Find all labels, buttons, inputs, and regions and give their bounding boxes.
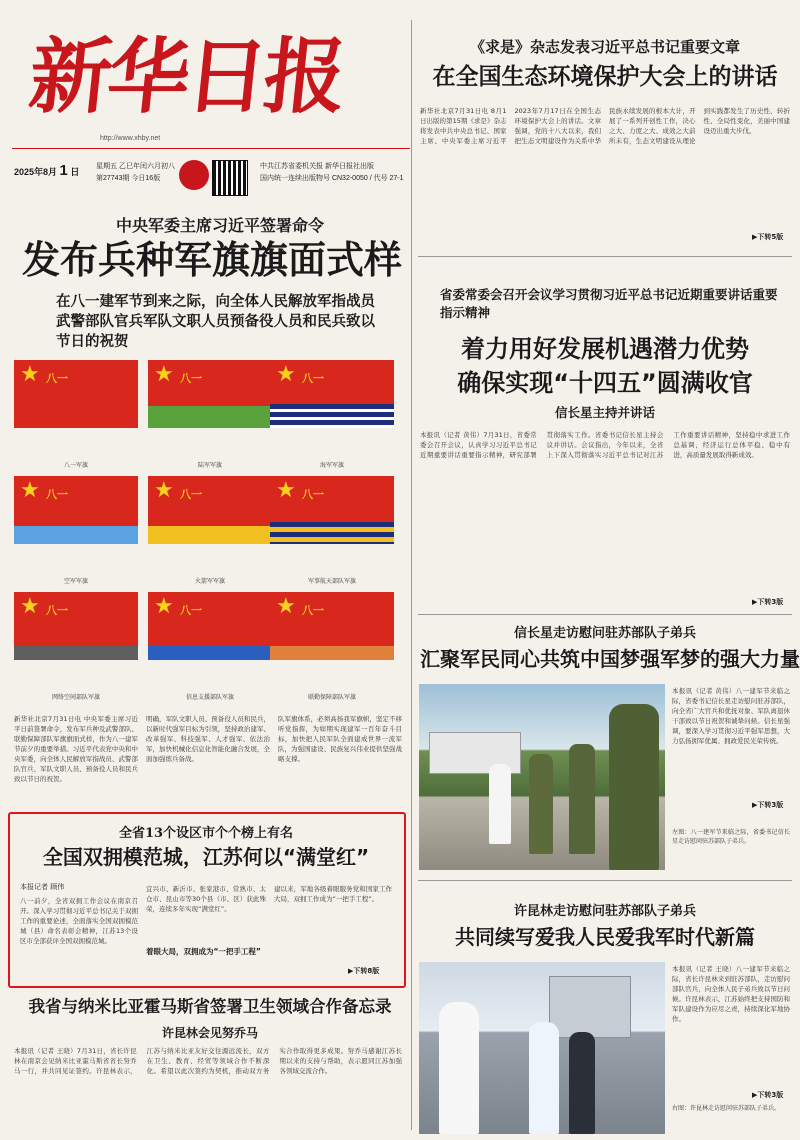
star-icon: ★ <box>154 594 174 619</box>
masthead-rule <box>12 148 410 149</box>
story5-body: 本报讯（记者 黄伟）八一建军节来临之际，省委书记信长星走访慰问驻苏部队，向全省广大官兵和优抚对象、军队离退休干部致以节日祝贺和诚挚问候。信长星强调，要深入学习贯彻习近平强军思想，大力弘扬拥军优属、拥政爱民光荣传统。 <box>672 687 790 745</box>
qr-code-icon[interactable] <box>212 160 248 196</box>
boxed-kicker: 全省13个设区市个个榜上有名 <box>118 826 294 841</box>
lunar-date: 星期五 乙巳年闰六月初八 <box>96 163 175 170</box>
section-rule <box>418 256 792 257</box>
flag-cyberspace: ★ 八一 <box>14 592 138 660</box>
flag-label: 联勤保障部队军旗 <box>307 694 356 701</box>
newspaper-logo: 新华日报 <box>24 29 348 125</box>
person-shape <box>489 764 511 844</box>
flag-rocketforce: ★ 八一 <box>148 476 272 544</box>
boxed-body-col1: 八一前夕，全省双拥工作会议在南京召开。深入学习贯彻习近平总书记关于双拥工作的重要论述，全面落实全国双拥模范城（县）命名表彰会精神，江苏13个设区市全部获评全国双拥模范城。 <box>20 897 138 945</box>
story3-kicker: 《求是》杂志发表习近平总书记重要文章 <box>469 38 740 56</box>
story4-byline: 信长星主持并讲话 <box>554 405 655 420</box>
flag-label: 信息支援部队军旗 <box>185 694 234 701</box>
flag-label: 陆军军旗 <box>197 462 222 469</box>
star-icon: ★ <box>154 478 174 503</box>
flag-label: 军事航天部队军旗 <box>307 578 356 585</box>
publisher-info: 中共江苏省委机关报 新华日报社出版 <box>260 163 374 170</box>
star-icon: ★ <box>276 594 296 619</box>
story1-body-col3: 队军旗体系，必须高扬我军旗帜，坚定不移听党指挥，为如期实现建军一百年奋斗目标，加快把人民军队全面建成世界一流军队，为强国建设、民族复兴伟业提供坚强战略支撑。 <box>278 715 402 763</box>
flag-information: ★ 八一 <box>148 592 272 660</box>
soldier-shape <box>569 744 595 854</box>
story4-kicker: 省委常委会召开会议学习贯彻习近平总书记近期重要讲话重要指示精神 <box>440 287 778 320</box>
story6-caption: 右图：许昆林走访慰问驻苏部队子弟兵。 <box>672 1105 781 1112</box>
dateline <box>14 160 410 200</box>
story3-body: 新华社北京7月31日电 8月1日出版的第15期《求是》杂志将发表中共中央总书记、国家主席、中央军委主席习近平2023年7月17日在全国生态环境保护大会上的讲话。文章强调，党的十八大以来，我们把生态文明建设作为关系中华民族永续发展的根本大计，开展了一系列开创性工作，决心之大、力度之大、成效之大前所未有，生态文明建设从理论到实践都发生了历史性、转折性、全局性变化，美丽中国建设迈出重大步伐。 <box>420 107 790 145</box>
boxed-body-col3: 建以来，军地各级着眼服务党和国家工作大局，双拥工作成为“一把手工程”。 <box>274 885 392 903</box>
website-url[interactable]: http://www.xhby.net <box>100 135 161 142</box>
sailor-shape <box>439 1002 479 1134</box>
flag-label: 火箭军军旗 <box>194 578 225 585</box>
boxed-subhead: 着眼大局，双拥成为“一把手工程” <box>146 947 261 956</box>
story4-body: 本报讯（记者 黄伟）7月31日，省委常委会召开会议，认真学习习近平总书记近期重要讲话重要指示精神，研究部署贯彻落实工作。省委书记信长星主持会议并讲话。会议指出，今年以来，全省上下深入贯彻落实习近平总书记对江苏工作重要讲话精神，坚持稳中求进工作总基调，经济运行总体平稳、稳中有进，高质量发展取得新成效。 <box>420 431 790 459</box>
star-icon: ★ <box>20 594 40 619</box>
emblem-icon <box>179 160 209 190</box>
photo-naval-visit[interactable] <box>419 962 665 1134</box>
flag-navy: ★ 八一 <box>270 360 394 428</box>
section-rule <box>418 880 792 881</box>
story6-headline[interactable]: 共同续写爱我人民爱我军时代新篇 <box>455 925 755 949</box>
photo-military-visit[interactable] <box>419 684 665 870</box>
star-icon: ★ <box>20 478 40 503</box>
story5-continued[interactable]: ▶下转3版 <box>752 801 784 809</box>
flag-airforce: ★ 八一 <box>14 476 138 544</box>
section-rule <box>418 614 792 615</box>
flag-logistics: ★ 八一 <box>270 592 394 660</box>
story5-headline[interactable]: 汇聚军民同心共筑中国梦强军梦的强大力量 <box>420 647 800 671</box>
story3-continued[interactable]: ▶下转5版 <box>752 233 784 241</box>
person-shape <box>569 1032 595 1134</box>
story5-caption: 左图：八一建军节来临之际，省委书记信长星走访慰问驻苏部队子弟兵。 <box>672 829 790 845</box>
story2-subhead: 许昆林会见努乔马 <box>161 1026 258 1040</box>
story1-body-col1: 新华社北京7月31日电 中央军委主席习近平日前签署命令，发布军兵种及武警部队、联勤保障部队军旗旗面式样，作为八一建军节前夕的重要举措。习近平代表党中央和中央军委，向全体人民解放军指战员、武警部队官兵、军队文职人员、预备役人员和民兵致以节日的祝贺。 <box>14 715 138 783</box>
story1-kicker: 中央军委主席习近平签署命令 <box>115 216 324 235</box>
story6-body: 本报讯（记者 王晓）八一建军节来临之际，省长许昆林来到驻苏部队，走访慰问部队官兵，向全体人民子弟兵致以节日问候。许昆林表示，江苏始终把支持国防和军队建设作为应尽之责，持续深化军地协作。 <box>672 965 790 1023</box>
story6-kicker: 许昆林走访慰问驻苏部队子弟兵 <box>513 904 696 919</box>
story3-headline[interactable]: 在全国生态环境保护大会上的讲话 <box>432 64 778 90</box>
story2-headline[interactable]: 我省与纳米比亚霍马斯省签署卫生领域合作备忘录 <box>28 997 392 1016</box>
ship-shape <box>549 976 631 1038</box>
soldier-shape <box>609 704 659 870</box>
flag-label: 八一军旗 <box>63 462 88 469</box>
story1-headline[interactable]: 发布兵种军旗旗面式样 <box>21 238 402 282</box>
flag-label: 海军军旗 <box>319 462 344 469</box>
flag-bayi: ★ 八一 <box>14 360 138 428</box>
serial-number: 国内统一连续出版物号 CN32-0050 / 代号 27-1 <box>260 175 404 182</box>
star-icon: ★ <box>276 478 296 503</box>
person-shape <box>529 1022 559 1134</box>
flag-label: 网络空间部队军旗 <box>51 694 100 701</box>
flag-grid <box>12 356 412 704</box>
story4-headline-2[interactable]: 确保实现“十四五”圆满收官 <box>457 369 753 397</box>
story6-continued[interactable]: ▶下转3版 <box>752 1091 784 1099</box>
star-icon: ★ <box>154 362 174 387</box>
story2-body: 本报讯（记者 王晓）7月31日，省长许昆林在南京会见纳米比亚霍马斯省省长努乔马一行，并共同见证签约。许昆林表示，江苏与纳米比亚友好交往源远流长，双方在卫生、教育、经贸等领域合作不断深化。希望以此次签约为契机，推动双方务实合作取得更多成果。努乔马感谢江苏长期以来的支持与帮助，表示愿同江苏加强各领域交流合作。 <box>14 1047 402 1075</box>
boxed-byline: 本报记者 顾伟 <box>20 883 65 891</box>
star-icon: ★ <box>20 362 40 387</box>
boxed-body-col2: 宜兴市、新沂市、张家港市、常熟市、太仓市、昆山市等30个县（市、区）获此殊荣，连续多年实现“满堂红”。 <box>146 885 266 913</box>
story4-continued[interactable]: ▶下转3版 <box>752 598 784 606</box>
flag-army: ★ 八一 <box>148 360 272 428</box>
story5-kicker: 信长星走访慰问驻苏部队子弟兵 <box>513 626 696 641</box>
column-divider <box>411 20 412 1130</box>
boxed-headline[interactable]: 全国双拥模范城，江苏何以“满堂红” <box>42 845 370 869</box>
issue-date: 2025年8月 1 日 <box>14 162 80 179</box>
star-icon: ★ <box>276 362 296 387</box>
story1-body-col2: 明确，军队文职人员、预备役人员和民兵，以新时代强军目标为引领，坚持政治建军、改革强军、科技强军、人才强军、依法治军，加快机械化信息化智能化融合发展，全面加强练兵备战。 <box>146 715 270 763</box>
flag-aerospace: ★ 八一 <box>270 476 394 544</box>
story1-subhead: 在八一建军节到来之际，向全体人民解放军指战员武警部队官兵军队文职人员预备役人员和民兵致以节日的祝贺 <box>56 293 375 350</box>
flag-label: 空军军旗 <box>63 578 88 585</box>
soldier-shape <box>529 754 553 854</box>
story4-headline-1[interactable]: 着力用好发展机遇潜力优势 <box>461 335 749 363</box>
issue-number: 第27743期 今日16版 <box>96 175 161 182</box>
boxed-continued[interactable]: ▶下转8版 <box>348 967 380 975</box>
